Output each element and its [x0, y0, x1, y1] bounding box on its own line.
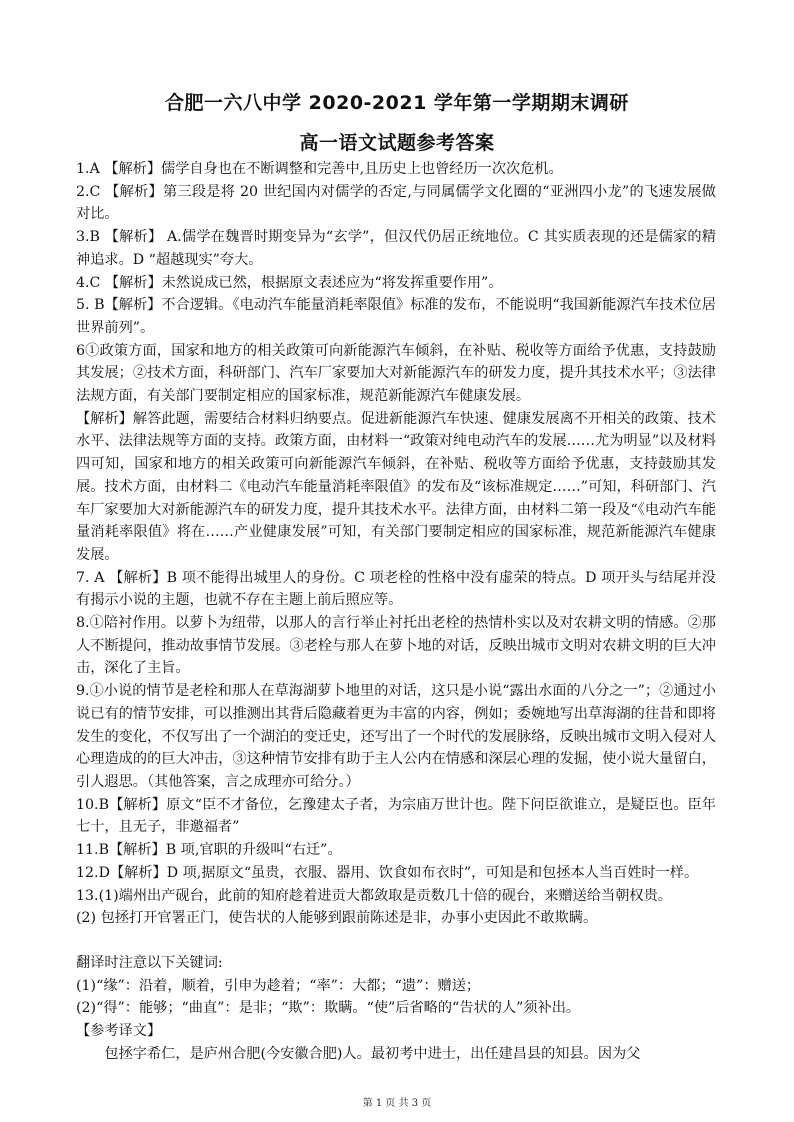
document-subtitle: 高一语文试题参考答案: [299, 132, 495, 154]
answer-3: 3.B 【解析】 A.儒学在魏晋时期变异为“玄学”，但汉代仍居正统地位。C 其实质表现的还是儒家的精神追求。D “超越现实”夸大。: [76, 229, 716, 268]
answer-2: 2.C 【解析】第三段是将 20 世纪国内对儒学的否定,与同属儒学文化圈的“亚洲四小龙”的飞速发展做对比。: [76, 183, 716, 223]
answer-9: 9.①小说的情节是老栓和那人在草海湖萝卜地里的对话，这只是小说“露出水面的八分之一”；②通过小说已有的情节安排，可以推测出其背后隐藏着更为丰富的内容，例如；委婉地写出草海湖的往昔和即将发生的变化，不仅写出了一个湖泊的变迁史，还写出了一个时代的发展脉络，反映出城市文明入侵对人心理造成的的巨大冲击，③这种情节安排有助于主人公内在情感和深层心理的发掘，使小说大量留白，引人遐思。（其他答案，言之成理亦可给分。）: [76, 683, 716, 790]
answer-12: 12.D【解析】D 项,据原文“虽贵，衣服、器用、饮食如布衣时”，可知是和包拯本人当百姓时一样。: [76, 864, 699, 881]
reference-translation-heading: 【参考译文】: [76, 1023, 162, 1040]
answer-6-analysis: 【解析】解答此题，需要结合材料归纳要点。促进新能源汽车快速、健康发展离不开相关的政策、技术水平、法律法规等方面的支持。政策方面，由材料一“政策对纯电动汽车的发展……尤为明显”以及材料四可知，国家和地方的相关政策可向新能源汽车倾斜，在补贴、税收等方面给予优惠，支持鼓励其发展。技术方面，由材料二《电动汽车能量消耗率限值》的发布及“该标准规定……”可知，科研部门、汽车厂家要加大对新能源汽车的研发力度，提升其技术水平。法律方面，由材料二第一段及“《电动汽车能量消耗率限值》将在……产业健康发展”可知，有关部门要制定相应的国家标准，规范新能源汽车健康发展。: [76, 410, 716, 563]
answer-13-2: (2) 包拯打开官署正门，使告状的人能够到跟前陈述是非，办事小吏因此不敢欺瞒。: [76, 910, 598, 927]
answer-8: 8.①陪衬作用。以萝卜为纽带，以那人的言行举止衬托出老栓的热情朴实以及对农耕文明的情感。②那人不断提问，推动故事情节发展。③老栓与那人在萝卜地的对话，反映出城市文明对农耕文明的巨大冲击，深化了主旨。: [76, 615, 716, 677]
answer-13-1: 13.(1)端州出产砚台，此前的知府趁着进贡大都敛取是贡数几十倍的砚台，来赠送给当朝权贵。: [76, 887, 672, 904]
answer-11: 11.B【解析】B 项,官职的升级叫“右迁”。: [76, 842, 342, 859]
page-number: 第 1 页 共 3 页: [362, 1098, 432, 1109]
translation-notes-heading: 翻译时注意以下关键词:: [76, 954, 223, 971]
translation-note-2: (2)“得”：能够；“曲直”：是非；“欺”：欺瞒。“使”后省略的“告状的人”须补出。: [76, 1000, 581, 1017]
answer-4: 4.C 【解析】未然说成已然，根据原文表述应为“将发挥重要作用”。: [76, 274, 503, 291]
answer-1: 1.A 【解析】儒学自身也在不断调整和完善中,且历史上也曾经历一次次危机。: [76, 161, 563, 177]
answer-6: 6①政策方面，国家和地方的相关政策可向新能源汽车倾斜，在补贴、税收等方面给予优惠，支持鼓励其发展；②技术方面，科研部门、汽车厂家要加大对新能源汽车的研发力度，提升其技术水平；③法律法规方面，有关部门要制定相应的国家标准，规范新能源汽车健康发展。: [76, 342, 716, 405]
answer-7: 7. A 【解析】B 项不能得出城里人的身份。C 项老栓的性格中没有虚荣的特点。D 项开头与结尾并没有揭示小说的主题，也就不存在主题上前后照应等。: [76, 569, 716, 609]
answer-10: 10.B【解析】原文“臣不才备位，乞豫建太子者，为宗庙万世计也。陛下问臣欲谁立，是疑臣也。臣年七十，且无子，非邀福者”: [76, 796, 716, 836]
answer-body: [76, 158, 716, 1065]
translation-note-1: (1)“缘”：沿着，顺着，引申为趁着；“率”：大都；“遗”：赠送；: [76, 977, 481, 994]
reference-translation-text: 包拯字希仁，是庐州合肥(今安徽合肥)人。最初考中进士，出任建昌县的知县。因为父: [104, 1045, 641, 1062]
answer-5: 5. B【解析】不合逻辑。《电动汽车能量消耗率限值》标准的发布，不能说明“我国新能源汽车技术位居世界前列”。: [76, 297, 716, 336]
spacer: [76, 930, 716, 952]
document-title: 合肥一六八中学 2020-2021 学年第一学期期末调研: [165, 92, 629, 114]
